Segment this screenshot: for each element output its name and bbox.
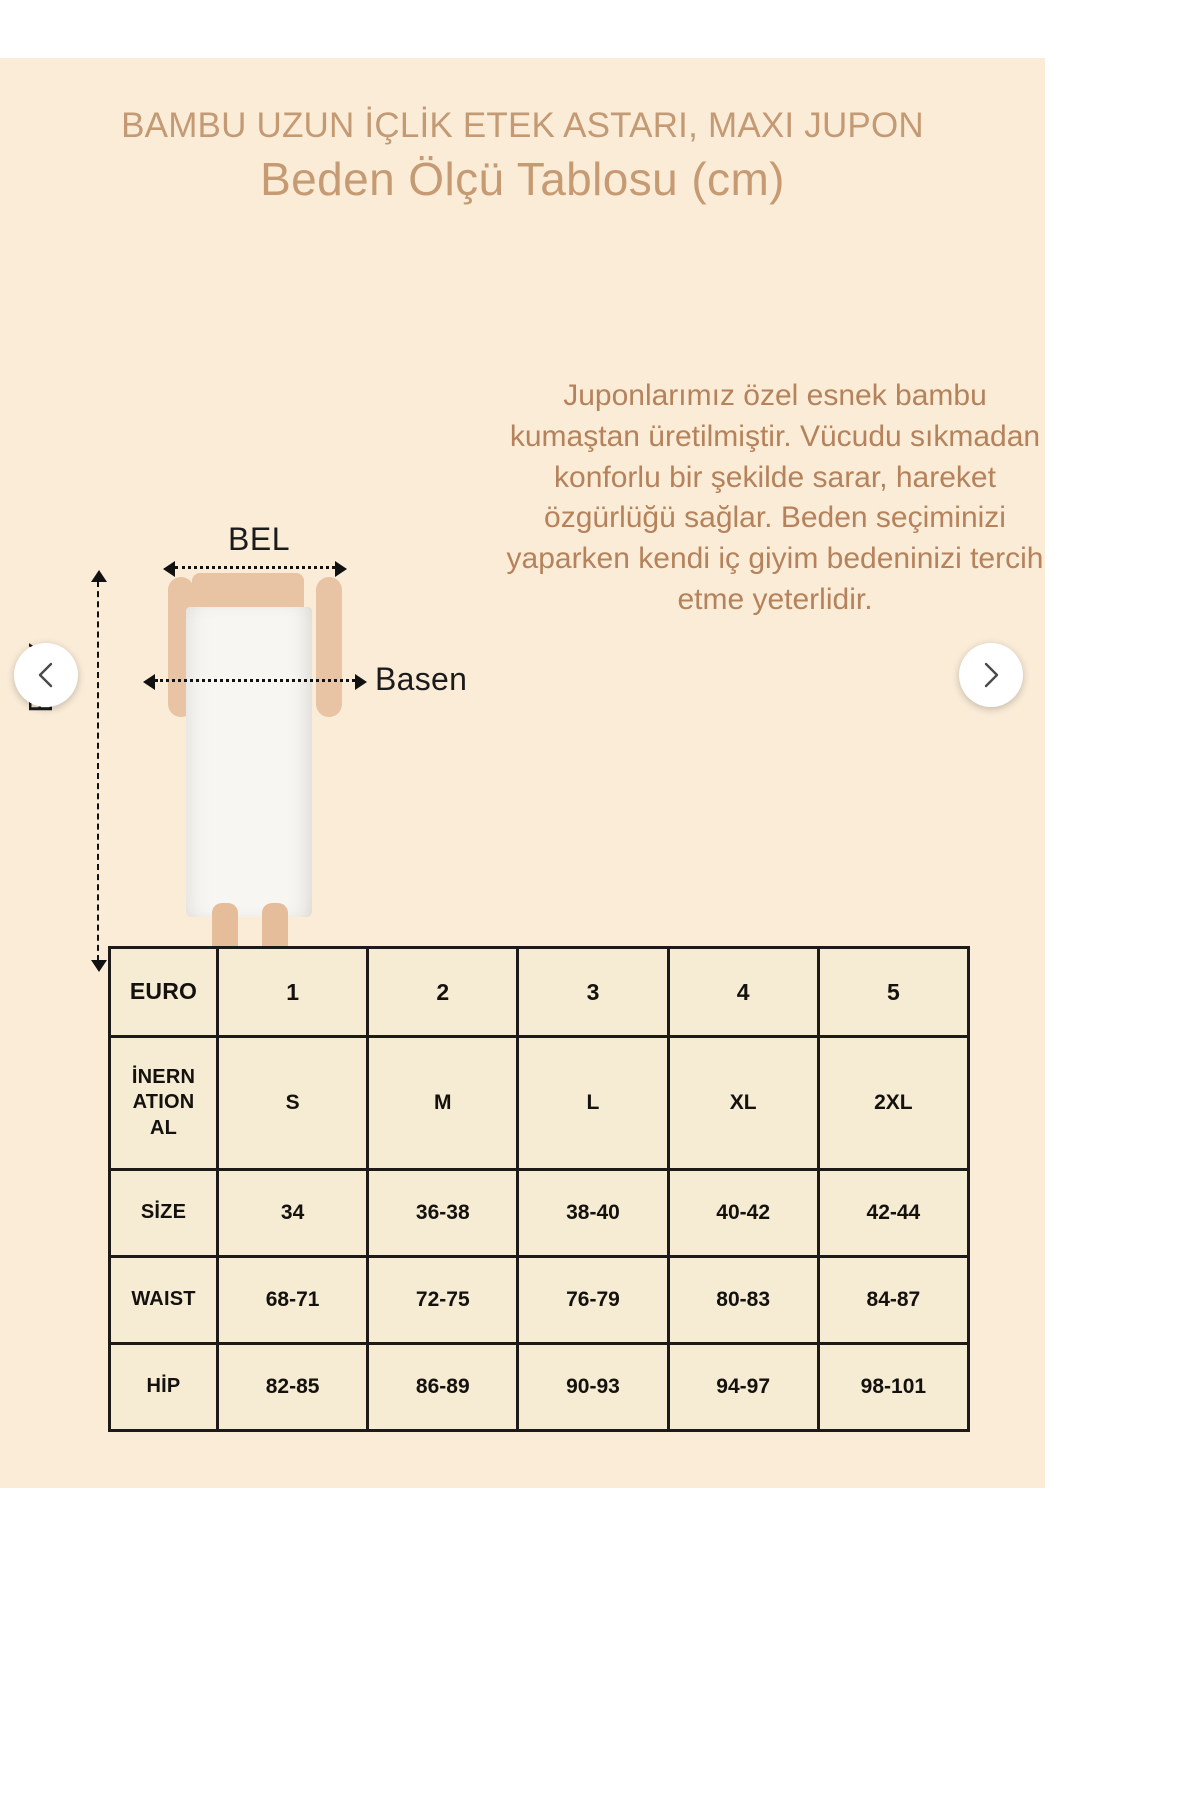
- page-subtitle: Beden Ölçü Tablosu (cm): [260, 153, 785, 205]
- row-header-line-2: ATION: [132, 1091, 195, 1114]
- cell-euro-3: 3: [518, 948, 668, 1037]
- heading-block: [0, 106, 1045, 206]
- length-measure-arrow-icon: [97, 581, 101, 961]
- model-arm-right: [316, 577, 342, 717]
- cell-hip-2: 86-89: [368, 1344, 518, 1431]
- table-row: [110, 948, 969, 1037]
- row-header-line-1: İNERN: [131, 1065, 196, 1088]
- row-header-waist: WAIST: [110, 1257, 218, 1344]
- size-chart-card: [0, 58, 1045, 1488]
- cell-size-2: 36-38: [368, 1170, 518, 1257]
- page-title: BAMBU UZUN İÇLİK ETEK ASTARI, MAXI JUPON: [121, 106, 924, 145]
- chevron-right-icon: [980, 660, 1002, 690]
- cell-euro-1: 1: [218, 948, 368, 1037]
- size-chart-table: [108, 946, 970, 1432]
- cell-waist-5: 84-87: [818, 1257, 968, 1344]
- cell-size-4: 40-42: [668, 1170, 818, 1257]
- product-description: Juponlarımız özel esnek bambu kumaştan üretilmiştir. Vücudu sıkmadan konforlu bir şekilde sarar, hareket özgürlüğü sağlar. Beden seçiminizi yaparken kendi iç giyim bedeninizi tercih etme yeterlidir.: [506, 379, 1044, 616]
- cell-international-4: XL: [668, 1037, 818, 1170]
- table-row: [110, 1170, 969, 1257]
- table-row: [110, 1344, 969, 1431]
- carousel-prev-button[interactable]: [14, 643, 78, 707]
- table-row: [110, 1257, 969, 1344]
- waist-measure-label: BEL: [228, 521, 290, 557]
- hip-measure-label: Basen: [375, 661, 468, 697]
- cell-international-3: L: [518, 1037, 668, 1170]
- carousel-next-button[interactable]: [959, 643, 1023, 707]
- cell-waist-4: 80-83: [668, 1257, 818, 1344]
- cell-euro-4: 4: [668, 948, 818, 1037]
- waist-measure-arrow-icon: [175, 566, 335, 571]
- cell-hip-5: 98-101: [818, 1344, 968, 1431]
- hip-measure-arrow-icon: [155, 679, 355, 684]
- cell-hip-3: 90-93: [518, 1344, 668, 1431]
- cell-hip-1: 82-85: [218, 1344, 368, 1431]
- cell-hip-4: 94-97: [668, 1344, 818, 1431]
- cell-waist-3: 76-79: [518, 1257, 668, 1344]
- cell-international-2: M: [368, 1037, 518, 1170]
- table-row: [110, 1037, 969, 1170]
- row-header-line-3: AL: [149, 1116, 178, 1139]
- cell-international-5: 2XL: [818, 1037, 968, 1170]
- cell-size-1: 34: [218, 1170, 368, 1257]
- row-header-size: SİZE: [110, 1170, 218, 1257]
- model-skirt: [186, 607, 312, 917]
- chevron-left-icon: [35, 660, 57, 690]
- cell-euro-5: 5: [818, 948, 968, 1037]
- cell-size-3: 38-40: [518, 1170, 668, 1257]
- measurement-illustration: [0, 283, 520, 813]
- row-header-euro: EURO: [110, 948, 218, 1037]
- cell-euro-2: 2: [368, 948, 518, 1037]
- cell-waist-1: 68-71: [218, 1257, 368, 1344]
- row-header-hip: HİP: [110, 1344, 218, 1431]
- cell-size-5: 42-44: [818, 1170, 968, 1257]
- cell-international-1: S: [218, 1037, 368, 1170]
- cell-waist-2: 72-75: [368, 1257, 518, 1344]
- row-header-international: [110, 1037, 218, 1170]
